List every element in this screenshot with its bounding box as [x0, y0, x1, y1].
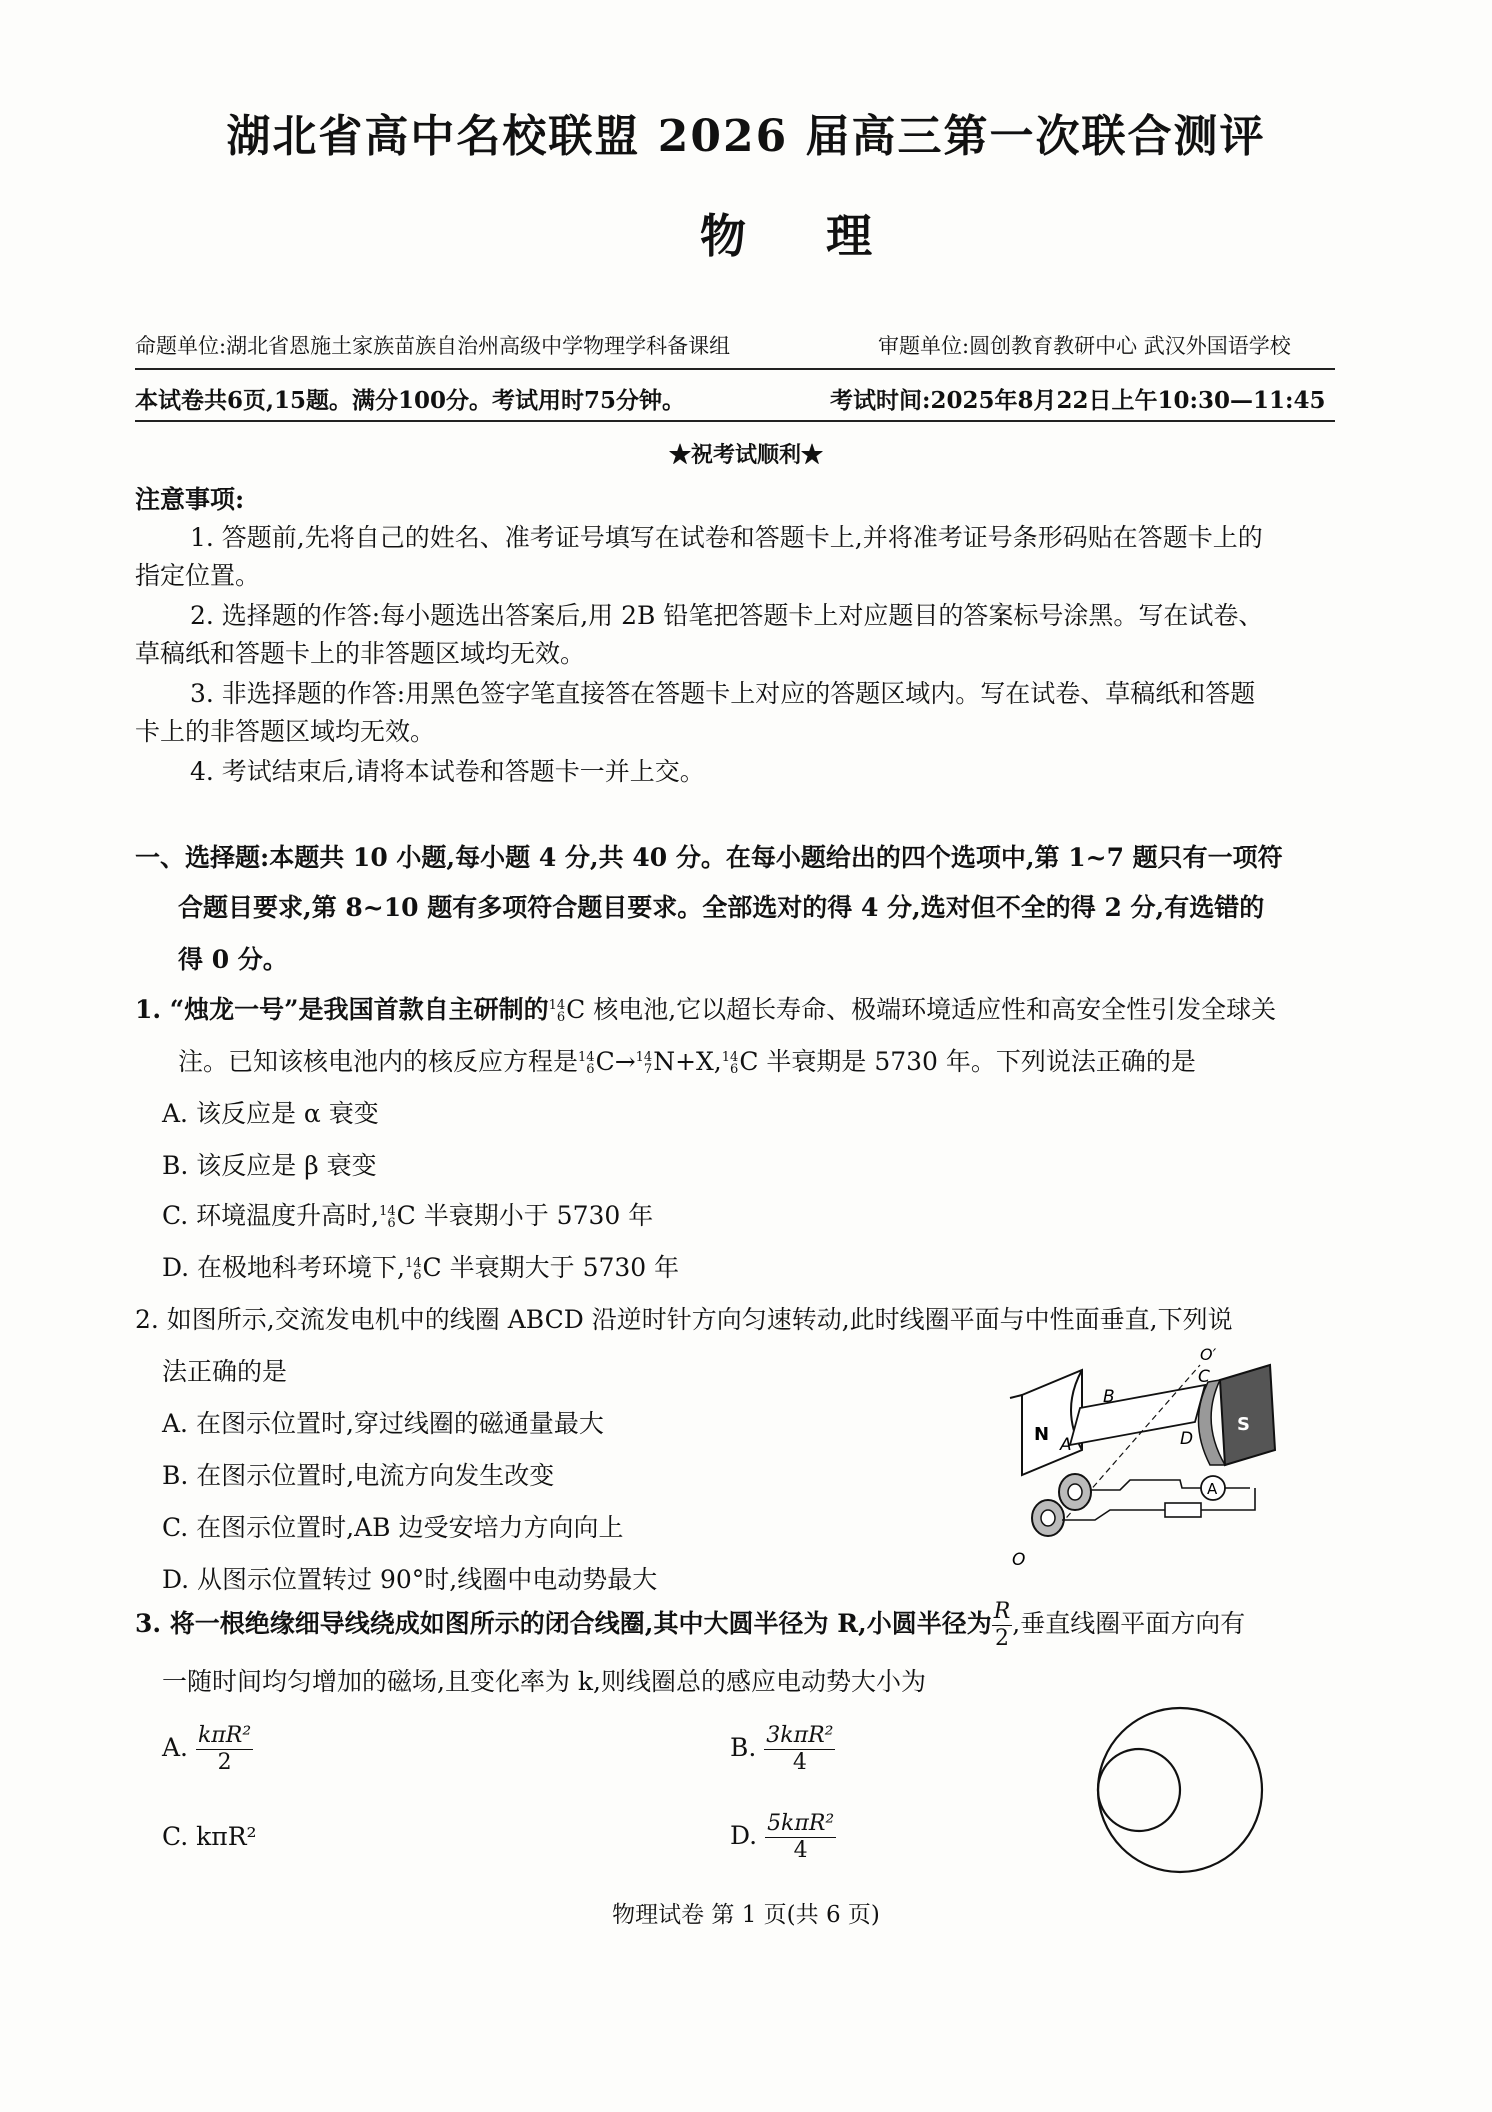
- q1-stem-line-2: 注。已知该核电池内的核反应方程是 14 6 C→ 14 7 N+X, 14 6 C 半衰期是 5730 年。下列说法正确的是: [178, 1047, 1196, 1077]
- generator-diagram: [1000, 1340, 1300, 1575]
- s-pole-label: S: [1237, 1414, 1250, 1435]
- blessing: ★祝考试顺利★: [668, 442, 823, 468]
- q1-option-b: B. 该反应是 β 衰变: [162, 1151, 377, 1180]
- review-unit: 审题单位:圆创教育教研中心 武汉外国语学校: [878, 334, 1291, 358]
- notice-item-2: 2. 选择题的作答:每小题选出答案后,用 2B 铅笔把答题卡上对应题目的答案标号涂黑。写在试卷、: [190, 601, 1264, 630]
- q2-stem-line-1: 2. 如图所示,交流发电机中的线圈 ABCD 沿逆时针方向匀速转动,此时线圈平面与中性面垂直,下列说: [135, 1305, 1233, 1334]
- notice-item-2-cont: 草稿纸和答题卡上的非答题区域均无效。: [135, 639, 586, 668]
- r-over-2: $\frac{R}{2}$: [993, 1599, 1011, 1651]
- label-o: O: [1012, 1550, 1026, 1570]
- q2-option-b: B. 在图示位置时,电流方向发生改变: [162, 1461, 555, 1490]
- notice-heading: 注意事项:: [135, 485, 245, 514]
- q1-option-a: A. 该反应是 α 衰变: [162, 1099, 379, 1128]
- q3-option-a: A. $\frac{\text{kπR²}}{2}$: [162, 1723, 252, 1775]
- ammeter-label: A: [1207, 1480, 1218, 1498]
- small-circle: [1098, 1749, 1180, 1831]
- label-d: D: [1180, 1429, 1194, 1449]
- label-b: B: [1103, 1387, 1115, 1407]
- subject-title: 物理: [700, 209, 952, 263]
- exam-time: 考试时间:2025年8月22日上午10:30—11:45: [830, 387, 1326, 414]
- n-pole-label: N: [1034, 1424, 1050, 1445]
- q2-option-c: C. 在图示位置时,AB 边受安培力方向向上: [162, 1513, 624, 1542]
- notice-item-3: 3. 非选择题的作答:用黑色签字笔直接答在答题卡上对应的答题区域内。写在试卷、草稿纸和答题: [190, 679, 1256, 708]
- c14-isotope: 14 6: [548, 997, 566, 1025]
- q3-option-b: B. $\frac{\text{3kπR²}}{4}$: [730, 1723, 834, 1775]
- q2-option-d: D. 从图示位置转过 90°时,线圈中电动势最大: [162, 1565, 658, 1594]
- q2-option-a: A. 在图示位置时,穿过线圈的磁通量最大: [162, 1409, 604, 1438]
- label-c: C: [1198, 1367, 1210, 1387]
- q3-stem-line-1: 3. 将一根绝缘细导线绕成如图所示的闭合线圈,其中大圆半径为 R,小圆半径为 $\frac{R}{2}$ ,垂直线圈平面方向有: [135, 1599, 1246, 1651]
- exam-title: 湖北省高中名校联盟 2026 届高三第一次联合测评: [226, 111, 1266, 162]
- header-divider-bottom: [135, 420, 1335, 422]
- q3-option-d: D. $\frac{\text{5kπR²}}{4}$: [730, 1811, 835, 1863]
- notice-item-1: 1. 答题前,先将自己的姓名、准考证号填写在试卷和答题卡上,并将准考证号条形码贴在答题卡上的: [190, 523, 1263, 552]
- section1-line-3: 得 0 分。: [178, 945, 288, 974]
- section1-line-1: 一、选择题:本题共 10 小题,每小题 4 分,共 40 分。在每小题给出的四个选项中,第 1~7 题只有一项符: [135, 843, 1283, 872]
- q3-option-c: C. kπR²: [162, 1822, 257, 1851]
- header-divider-top: [135, 368, 1335, 370]
- label-a: A: [1060, 1435, 1072, 1455]
- section1-line-2: 合题目要求,第 8~10 题有多项符合题目要求。全部选对的得 4 分,选对但不全的得 2 分,有选错的: [178, 893, 1265, 922]
- author-unit: 命题单位:湖北省恩施土家族苗族自治州高级中学物理学科备课组: [135, 334, 731, 358]
- label-o-prime: O′: [1200, 1345, 1217, 1364]
- notice-item-1-cont: 指定位置。: [135, 561, 261, 590]
- notice-item-3-cont: 卡上的非答题区域均无效。: [135, 717, 436, 746]
- notice-item-4: 4. 考试结束后,请将本试卷和答题卡一并上交。: [190, 757, 705, 786]
- q3-stem-line-2: 一随时间均匀增加的磁场,且变化率为 k,则线圈总的感应电动势大小为: [162, 1667, 926, 1696]
- q1-option-c: C. 环境温度升高时, 14 6 C 半衰期小于 5730 年: [162, 1201, 654, 1231]
- paper-info: 本试卷共6页,15题。满分100分。考试用时75分钟。: [135, 387, 686, 414]
- q2-stem-line-2: 法正确的是: [162, 1357, 288, 1386]
- coil-circles-diagram: [1085, 1700, 1275, 1880]
- q1-option-d: D. 在极地科考环境下, 14 6 C 半衰期大于 5730 年: [162, 1253, 680, 1283]
- q1-stem-line-1: 1. “烛龙一号”是我国首款自主研制的 14 6 C 核电池,它以超长寿命、极端环境适应性和高安全性引发全球关: [135, 995, 1277, 1025]
- resistor: [1165, 1503, 1201, 1517]
- page-footer: 物理试卷 第 1 页(共 6 页): [612, 1902, 880, 1928]
